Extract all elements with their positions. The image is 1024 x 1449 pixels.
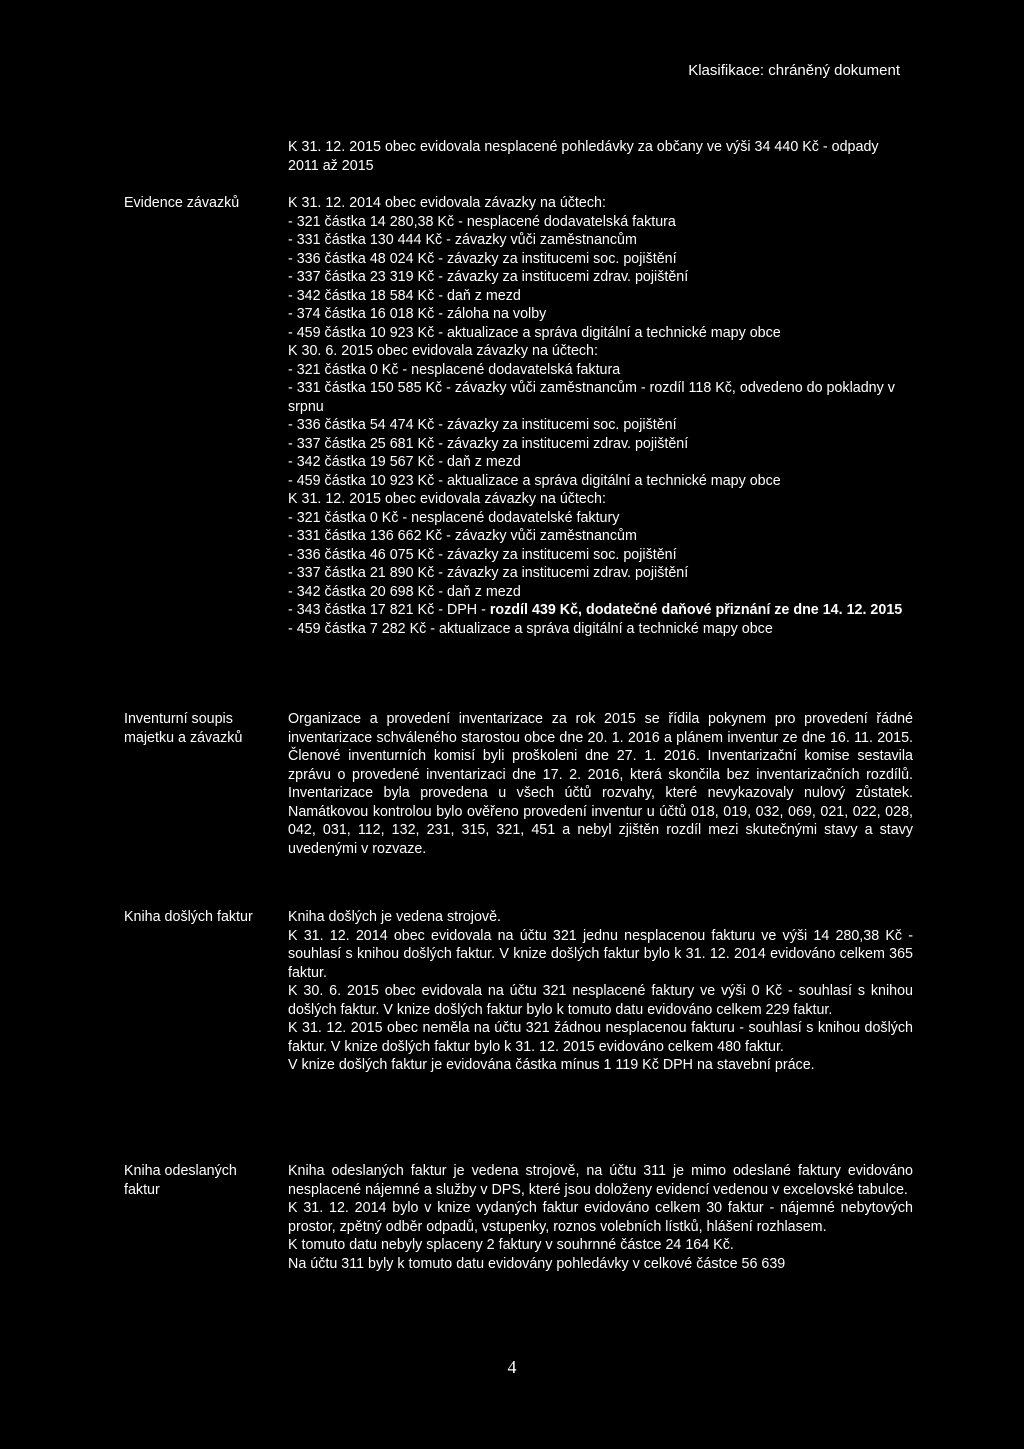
liabilities-line: - 459 částka 7 282 Kč - aktualizace a správa digitální a technické mapy obce — [288, 620, 773, 637]
liabilities-line: - 342 částka 19 567 Kč - daň z mezd — [288, 454, 521, 470]
page-number: 4 — [507, 1357, 517, 1377]
liabilities-line: K 30. 6. 2015 obec evidovala závazky na účtech: — [288, 343, 598, 359]
liabilities-line: - 321 částka 0 Kč - nesplacené dodavatelská faktura — [288, 361, 621, 378]
liabilities-line: - 374 částka 16 018 Kč - záloha na volby — [288, 306, 547, 322]
liabilities-line: - 337 částka 23 319 Kč - závazky za institucemi zdrav. pojištění — [288, 269, 689, 285]
liabilities-line: - 321 částka 14 280,38 Kč - nesplacené dodavatelská faktura — [288, 213, 676, 230]
liabilities-line: - 331 částka 150 585 Kč - závazky vůči zaměstnancům - rozdíl 118 Kč, odvedeno do pokladny v srpnu — [288, 380, 895, 415]
issued-invoices-paragraph: Na účtu 311 byly k tomuto datu evidovány pohledávky v celkové částce 56 639 — [288, 1255, 786, 1272]
liabilities-line: - 336 částka 54 474 Kč - závazky za institucemi soc. pojištění — [288, 417, 677, 433]
issued-invoices-paragraph: Kniha odeslaných faktur je vedena strojově, na účtu 311 je mimo odeslané faktury evidováno nesplacené nájemné a služby v DPS, které jsou doloženy evidencí vedenou v excelovské tabulce. — [288, 1163, 913, 1198]
liabilities-line: - 459 částka 10 923 Kč - aktualizace a správa digitální a technické mapy obce — [288, 472, 781, 489]
liabilities-line: - 342 částka 20 698 Kč - daň z mezd — [288, 583, 521, 600]
liabilities-line-vat — [288, 601, 913, 620]
vat-line-highlight: rozdíl 439 Kč, dodatečné daňové přiznání ze dne 14. 12. 2015 — [489, 602, 903, 618]
liabilities-line: - 337 částka 25 681 Kč - závazky za institucemi zdrav. pojištění — [288, 435, 689, 452]
issued-invoices-body — [288, 1162, 913, 1273]
receivables-note: K 31. 12. 2015 obec evidovala nesplacené pohledávky za občany ve výši 34 440 Kč - odpady 2011 až 2015 — [288, 139, 879, 174]
liabilities-line: - 331 částka 130 444 Kč - závazky vůči zaměstnancům — [288, 232, 637, 248]
liabilities-line: K 31. 12. 2015 obec evidovala závazky na účtech: — [288, 491, 606, 507]
received-invoices-paragraph: V knize došlých faktur je evidována částka mínus 1 119 Kč DPH na stavební práce. — [288, 1057, 815, 1073]
section-label-received-invoices: Kniha došlých faktur — [124, 909, 253, 925]
received-invoices-paragraph: K 31. 12. 2015 obec neměla na účtu 321 žádnou nesplacenou fakturu - souhlasí s knihou došlých faktur. V knize došlých faktur bylo k 31. 12. 2015 evidováno celkem 480 faktur. — [288, 1020, 913, 1055]
liabilities-line: - 342 částka 18 584 Kč - daň z mezd — [288, 287, 521, 304]
section-label-issued-invoices: Kniha odeslaných faktur — [124, 1163, 237, 1198]
liabilities-line: - 331 částka 136 662 Kč - závazky vůči zaměstnancům — [288, 528, 637, 544]
received-invoices-paragraph: K 30. 6. 2015 obec evidovala na účtu 321 nesplacené faktury ve výši 0 Kč - souhlasí s knihou došlých faktur. V knize došlých faktur bylo k tomuto datu evidováno celkem 229 faktur. — [288, 983, 913, 1018]
liabilities-line: K 31. 12. 2014 obec evidovala závazky na účtech: — [288, 195, 606, 211]
issued-invoices-paragraph: K 31. 12. 2014 bylo v knize vydaných faktur evidováno celkem 30 faktur - nájemné nebytových prostor, zpětný odběr odpadů, vstupenky, roznos volebních lístků, hlášení rozhlasem. — [288, 1200, 913, 1235]
vat-line-text: - 343 částka 17 821 Kč - DPH - — [288, 602, 490, 618]
issued-invoices-paragraph: K tomuto datu nebyly splaceny 2 faktury v souhrnné částce 24 164 Kč. — [288, 1237, 734, 1253]
liabilities-body — [288, 194, 913, 638]
document-classification: Klasifikace: chráněný dokument — [688, 62, 900, 79]
received-invoices-body — [288, 908, 913, 1075]
section-label-liabilities: Evidence závazků — [124, 195, 240, 211]
section-label-inventory: Inventurní soupis majetku a závazků — [124, 711, 243, 746]
liabilities-line: - 337 částka 21 890 Kč - závazky za institucemi zdrav. pojištění — [288, 565, 689, 581]
liabilities-line: - 459 částka 10 923 Kč - aktualizace a správa digitální a technické mapy obce — [288, 324, 781, 341]
received-invoices-paragraph: K 31. 12. 2014 obec evidovala na účtu 321 jednu nesplacenou fakturu ve výši 14 280,38 Kč - souhlasí s knihou došlých faktur. V knize došlých faktur bylo k 31. 12. 2014 evidováno celkem 365 faktur. — [288, 927, 913, 981]
liabilities-line: - 336 částka 48 024 Kč - závazky za institucemi soc. pojištění — [288, 250, 677, 267]
received-invoices-paragraph: Kniha došlých je vedena strojově. — [288, 909, 501, 925]
liabilities-line: - 321 částka 0 Kč - nesplacené dodavatelské faktury — [288, 509, 620, 526]
liabilities-line: - 336 částka 46 075 Kč - závazky za institucemi soc. pojištění — [288, 546, 677, 563]
inventory-text: Organizace a provedení inventarizace za rok 2015 se řídila pokynem pro provedení řádné inventarizace schváleného starostou obce dne 20. 1. 2016 a plánem inventur ze dne 16. 11. 2015. Členové inventurních komisí byli proškoleni dne 27. 1. 2016. Inventarizační komise sestavila zprávu o provedené inventarizaci dne 17. 2. 2016, která skončila bez inventarizačních rozdílů. Inventarizace byla provedena u všech účtů rozvahy, které nevykazovaly nulový zůstatek. Namátkovou kontrolou bylo ověřeno provedení inventur u účtů 018, 019, 032, 069, 021, 022, 028, 042, 031, 112, 132, 231, 315, 321, 451 a nebyl zjištěn rozdíl mezi skutečnými stavy a stavy uvedenými v rozvaze. — [288, 711, 913, 857]
